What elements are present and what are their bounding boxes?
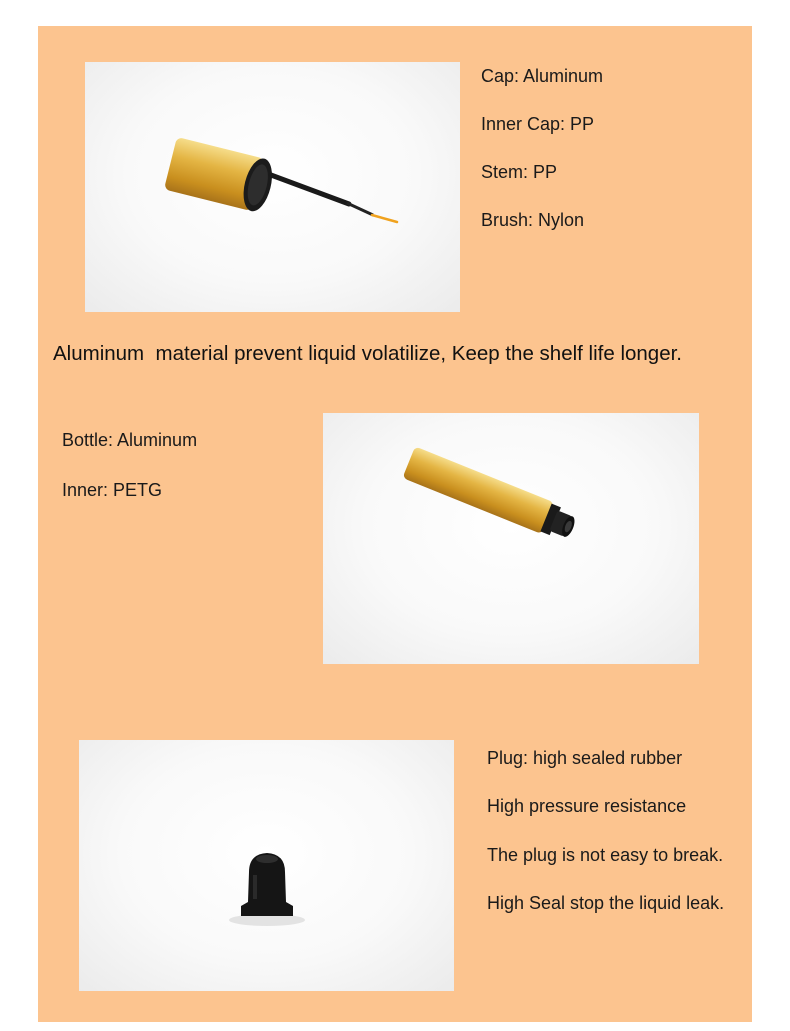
cap-brush-photo [85, 62, 460, 312]
spec-bottle: Bottle: Aluminum [62, 430, 198, 450]
spec-durability: The plug is not easy to break. [487, 845, 724, 865]
spec-plug: Plug: high sealed rubber [487, 748, 683, 768]
headline: Aluminum material prevent liquid volatilize, Keep the shelf life longer. [53, 342, 682, 365]
spec-inner: Inner: PETG [62, 480, 163, 500]
spec-pressure: High pressure resistance [487, 796, 687, 816]
plug-photo [79, 740, 454, 991]
spec-seal: High Seal stop the liquid leak. [487, 893, 725, 913]
spec-brush: Brush: Nylon [481, 210, 585, 230]
spec-cap: Cap: Aluminum [481, 66, 604, 86]
spec-inner-cap: Inner Cap: PP [481, 114, 595, 134]
bottle-photo [323, 413, 699, 664]
spec-stem: Stem: PP [481, 162, 558, 182]
